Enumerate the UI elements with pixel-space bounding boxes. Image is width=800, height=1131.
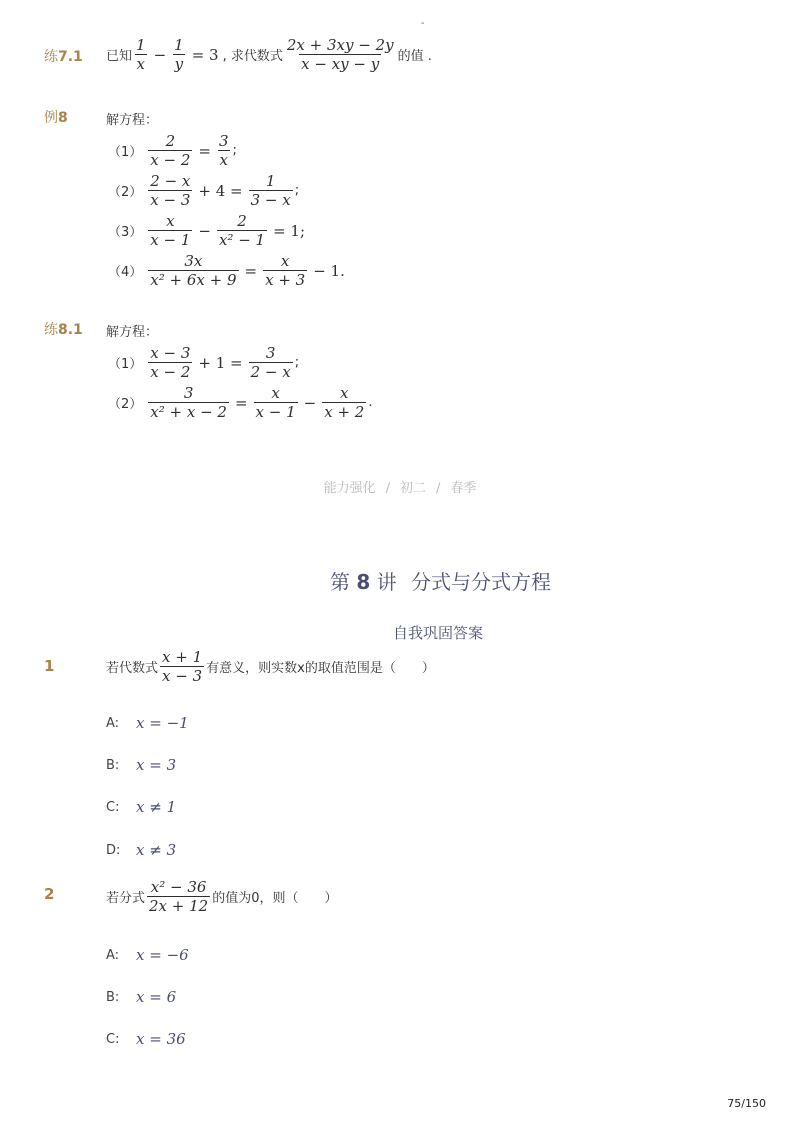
operator: −: [153, 45, 167, 64]
fraction-denominator: x: [136, 55, 146, 73]
exercise-8-1-label: [44, 319, 83, 339]
fraction-numerator: x: [340, 384, 349, 402]
fraction-denominator: x − xy − y: [301, 55, 380, 73]
item-index: （3）: [108, 225, 143, 240]
operator: =: [234, 393, 248, 412]
fraction-denominator: x + 2: [324, 403, 365, 421]
operator: =: [198, 141, 211, 160]
option-value: x ≠ 1: [136, 798, 177, 816]
exercise-8-1-prompt: 解方程：: [106, 325, 159, 340]
lecture-suffix: 讲: [376, 570, 397, 594]
example-8-item: [108, 212, 309, 249]
operator: + 1 =: [198, 353, 243, 372]
fraction-numerator: x: [271, 384, 280, 402]
fraction-numerator: x² − 36: [150, 878, 207, 896]
question-stem: [106, 878, 338, 915]
question-suffix: 有意义，则实数x的取值范围是（ ）: [206, 661, 435, 676]
option-c[interactable]: [106, 798, 176, 816]
footer-course: 能力强化: [323, 481, 376, 496]
fraction: [249, 172, 293, 209]
example-label-number: 8: [58, 110, 68, 126]
fraction-denominator: 2x + 12: [149, 897, 209, 915]
fraction-denominator: x² + x − 2: [150, 403, 227, 421]
exercise-suffix: 的值 .: [397, 49, 432, 64]
item-end: = 1;: [273, 221, 306, 240]
footer-term: 春季: [450, 481, 477, 496]
fraction: [147, 878, 210, 915]
fraction-denominator: x − 3: [150, 191, 191, 209]
option-value: x ≠ 3: [136, 841, 177, 859]
fraction-numerator: 1: [174, 36, 184, 54]
question-prefix: 若代数式: [106, 661, 159, 676]
section-title: 自我巩固答案: [392, 624, 483, 642]
example-8-prompt: 解方程：: [106, 113, 159, 128]
footer-separator: /: [436, 481, 441, 496]
option-label: A:: [106, 947, 120, 963]
option-label: A:: [106, 715, 120, 731]
question-suffix: 的值为0，则（ ）: [212, 891, 338, 906]
fraction: [217, 212, 267, 249]
question-number: 2: [44, 885, 55, 903]
fraction-denominator: x − 1: [150, 231, 191, 249]
example-8-label: [44, 107, 68, 127]
fraction: [148, 252, 238, 289]
example-8-item: [108, 132, 237, 169]
fraction-denominator: x − 3: [162, 667, 203, 685]
option-label: B:: [106, 757, 120, 773]
operator: =: [244, 261, 258, 280]
operator: + 4 =: [198, 181, 243, 200]
item-end: .: [368, 395, 373, 410]
fraction-numerator: 1: [265, 172, 276, 190]
option-b[interactable]: [106, 988, 176, 1006]
fraction-numerator: 1: [136, 36, 146, 54]
item-end: ;: [294, 355, 300, 370]
exercise-7-1-label: [44, 46, 83, 66]
fraction-numerator: x − 3: [150, 344, 191, 362]
item-index: （2）: [108, 185, 143, 200]
fraction: [160, 648, 204, 685]
fraction-denominator: x² − 1: [218, 231, 266, 249]
item-index: （1）: [108, 357, 143, 372]
fraction: [148, 384, 229, 421]
question-number: 1: [44, 657, 55, 675]
item-index: （2）: [108, 397, 143, 412]
fraction: [134, 36, 148, 73]
footer-grade: 初二: [399, 481, 426, 496]
fraction: [254, 384, 298, 421]
fraction: [217, 132, 231, 169]
exercise-label-number: 8.1: [58, 322, 83, 338]
question-prefix: 若分式: [106, 891, 146, 906]
fraction-denominator: x − 2: [150, 363, 191, 381]
fraction: [249, 344, 293, 381]
option-label: C:: [106, 799, 120, 815]
fraction-numerator: 2: [165, 132, 176, 150]
fraction: [172, 36, 186, 73]
fraction-numerator: 2: [237, 212, 247, 230]
option-d[interactable]: [106, 841, 176, 859]
option-b[interactable]: [106, 756, 176, 774]
exercise-mid-text: , 求代数式: [222, 49, 283, 64]
fraction-numerator: 3: [218, 132, 229, 150]
item-end: − 1.: [313, 261, 345, 280]
option-value: x = −6: [136, 946, 189, 964]
question-stem: [106, 648, 435, 685]
fraction: [148, 172, 192, 209]
item-index: （1）: [108, 145, 143, 160]
option-label: D:: [106, 842, 121, 858]
item-end: ;: [294, 183, 300, 198]
option-value: x = 36: [136, 1030, 186, 1048]
option-a[interactable]: [106, 946, 189, 964]
exercise-label-char: 练: [44, 322, 58, 338]
example-8-item: [108, 172, 299, 209]
operator: −: [198, 221, 211, 240]
exercise-label-number: 7.1: [58, 49, 83, 65]
fraction: [285, 36, 396, 73]
top-mark: -: [421, 18, 425, 29]
lecture-prefix: 第: [330, 570, 350, 594]
example-label-char: 例: [44, 110, 58, 126]
exercise-label-char: 练: [44, 49, 58, 65]
lecture-title: 分式与分式方程: [411, 570, 551, 594]
exercise-7-1-body: [106, 36, 432, 73]
fraction-denominator: y: [174, 55, 184, 73]
page-footer: [0, 477, 800, 496]
example-8-item: [108, 252, 349, 289]
option-a[interactable]: [106, 714, 189, 732]
fraction-denominator: x − 1: [255, 403, 296, 421]
fraction-denominator: x − 2: [150, 151, 191, 169]
fraction-numerator: 2x + 3xy − 2y: [286, 36, 394, 54]
exercise-8-1-item: [108, 344, 299, 381]
lecture-number: 8: [356, 570, 371, 594]
fraction-numerator: 3: [183, 384, 194, 402]
fraction-numerator: 3x: [184, 252, 203, 270]
fraction-numerator: x: [280, 252, 290, 270]
item-index: （4）: [108, 265, 143, 280]
exercise-8-1-item: [108, 384, 372, 421]
fraction-denominator: 3 − x: [250, 191, 291, 209]
fraction-denominator: 2 − x: [250, 363, 291, 381]
fraction-numerator: x: [166, 212, 175, 230]
option-label: B:: [106, 989, 120, 1005]
fraction-numerator: 2 − x: [150, 172, 191, 190]
fraction: [148, 132, 192, 169]
lecture-heading: [330, 566, 551, 595]
fraction: [148, 212, 192, 249]
item-end: ;: [232, 143, 237, 158]
option-label: C:: [106, 1031, 120, 1047]
option-value: x = −1: [136, 714, 189, 732]
fraction-denominator: x² + 6x + 9: [150, 271, 237, 289]
fraction: [263, 252, 307, 289]
option-value: x = 6: [136, 988, 177, 1006]
operator: = 3: [191, 45, 219, 64]
exercise-prefix: 已知: [106, 49, 133, 64]
page-number: 75/150: [727, 1097, 766, 1110]
fraction: [148, 344, 192, 381]
option-value: x = 3: [136, 756, 177, 774]
fraction: [322, 384, 366, 421]
operator: −: [303, 393, 317, 412]
fraction-denominator: x: [219, 151, 228, 169]
fraction-numerator: 3: [265, 344, 276, 362]
footer-separator: /: [385, 481, 390, 496]
fraction-numerator: x + 1: [162, 648, 203, 666]
option-c[interactable]: [106, 1030, 186, 1048]
fraction-denominator: x + 3: [265, 271, 306, 289]
